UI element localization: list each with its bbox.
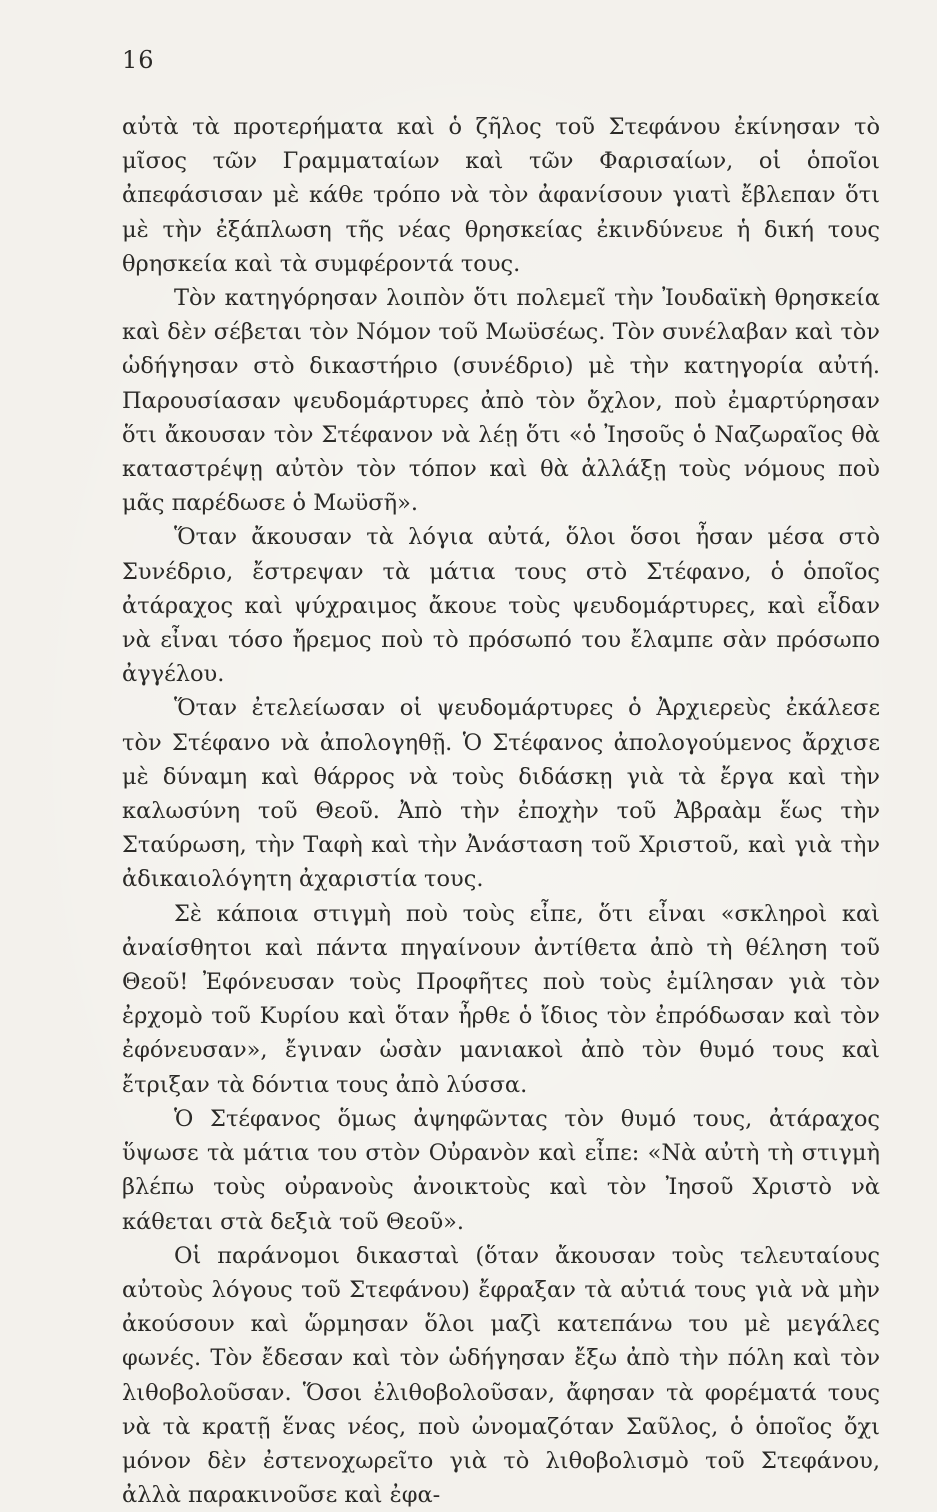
body-text [122,110,880,1512]
paragraph: Σὲ κάποια στιγμὴ ποὺ τοὺς εἶπε, ὅτι εἶναι «σκληροὶ καὶ ἀναίσθητοι καὶ πάντα πηγαίνουν ἀντίθετα ἀπὸ τὴ θέληση τοῦ Θεοῦ! Ἐφόνευσαν τοὺς Προφῆτες ποὺ τοὺς ἐμίλησαν γιὰ τὸν ἐρχομὸ τοῦ Κυρίου καὶ ὅταν ἦρθε ὁ ἴδιος τὸν ἐπρόδωσαν καὶ τὸν ἐφόνευσαν», ἔγιναν ὡσὰν μανιακοὶ ἀπὸ τὸν θυμό τους καὶ ἔτριξαν τὰ δόντια τους ἀπὸ λύσσα. [122,900,880,1098]
page-number: 16 [122,46,155,74]
paragraph: Ὅταν ἐτελείωσαν οἱ ψευδομάρτυρες ὁ Ἀρχιερεὺς ἐκάλεσε τὸν Στέφανο νὰ ἀπολογηθῇ. Ὁ Στέφανος ἀπολογούμενος ἄρχισε μὲ δύναμη καὶ θάρρος νὰ τοὺς διδάσκῃ γιὰ τὰ ἔργα καὶ τὴν καλωσύνη τοῦ Θεοῦ. Ἀπὸ τὴν ἐποχὴν τοῦ Ἀβραὰμ ἕως τὴν Σταύρωση, τὴν Ταφὴ καὶ τὴν Ἀνάσταση τοῦ Χριστοῦ, καὶ γιὰ τὴν ἀδικαιολόγητη ἀχαριστία τους. [122,695,880,893]
paragraph: Οἱ παράνομοι δικασταὶ (ὅταν ἄκουσαν τοὺς τελευταίους αὐτοὺς λόγους τοῦ Στεφάνου) ἔφραξαν τὰ αὐτιά τους γιὰ νὰ μὴν ἀκούσουν καὶ ὥρμησαν ὅλοι μαζὶ κατεπάνω του μὲ μεγάλες φωνές. Τὸν ἔδεσαν καὶ τὸν ὡδήγησαν ἔξω ἀπὸ τὴν πόλη καὶ τὸν λιθοβολοῦσαν. Ὅσοι ἐλιθοβολοῦσαν, ἄφησαν τὰ φορέματά τους νὰ τὰ κρατῇ ἕνας νέος, ποὺ ὠνομαζόταν Σαῦλος, ὁ ὁποῖος ὄχι μόνον δὲν ἐστενοχωρεῖτο γιὰ τὸ λιθοβολισμὸ τοῦ Στεφάνου, ἀλλὰ παρακινοῦσε καὶ ἐφα- [122,1242,880,1509]
paragraph: αὐτὰ τὰ προτερήματα καὶ ὁ ζῆλος τοῦ Στεφάνου ἐκίνησαν τὸ μῖσος τῶν Γραμματαίων καὶ τῶν Φαρισαίων, οἱ ὁποῖοι ἀπεφάσισαν μὲ κάθε τρόπο νὰ τὸν ἀφανίσουν γιατὶ ἔβλεπαν ὅτι μὲ τὴν ἐξάπλωση τῆς νέας θρησκείας ἐκινδύνευε ἡ δική τους θρησκεία καὶ τὰ συμφέροντά τους. [122,114,880,277]
paragraph: Τὸν κατηγόρησαν λοιπὸν ὅτι πολεμεῖ τὴν Ἰουδαϊκὴ θρησκεία καὶ δὲν σέβεται τὸν Νόμον τοῦ Μωϋσέως. Τὸν συνέλαβαν καὶ τὸν ὡδήγησαν στὸ δικαστήριο (συνέδριο) μὲ τὴν κατηγορία αὐτή. Παρουσίασαν ψευδομάρτυρες ἀπὸ τὸν ὄχλον, ποὺ ἐμαρτύρησαν ὅτι ἄκουσαν τὸν Στέφανον νὰ λέῃ ὅτι «ὁ Ἰησοῦς ὁ Ναζωραῖος θὰ καταστρέψῃ αὐτὸν τὸν τόπον καὶ θὰ ἀλλάξῃ τοὺς νόμους ποὺ μᾶς παρέδωσε ὁ Μωϋσῆ». [122,285,880,517]
paragraph: Ὁ Στέφανος ὅμως ἀψηφῶντας τὸν θυμό τους, ἀτάραχος ὕψωσε τὰ μάτια του στὸν Οὐρανὸν καὶ εἶπε: «Νὰ αὐτὴ τὴ στιγμὴ βλέπω τοὺς οὐρανοὺς ἀνοικτοὺς καὶ τὸν Ἰησοῦ Χριστὸ νὰ κάθεται στὰ δεξιὰ τοῦ Θεοῦ». [122,1105,880,1235]
paragraph: Ὅταν ἄκουσαν τὰ λόγια αὐτά, ὅλοι ὅσοι ἦσαν μέσα στὸ Συνέδριο, ἔστρεψαν τὰ μάτια τους στὸ Στέφανο, ὁ ὁποῖος ἀτάραχος καὶ ψύχραιμος ἄκουε τοὺς ψευδομάρτυρες, καὶ εἶδαν νὰ εἶναι τόσο ἤρεμος ποὺ τὸ πρόσωπό του ἔλαμπε σὰν πρόσωπο ἀγγέλου. [122,524,880,688]
